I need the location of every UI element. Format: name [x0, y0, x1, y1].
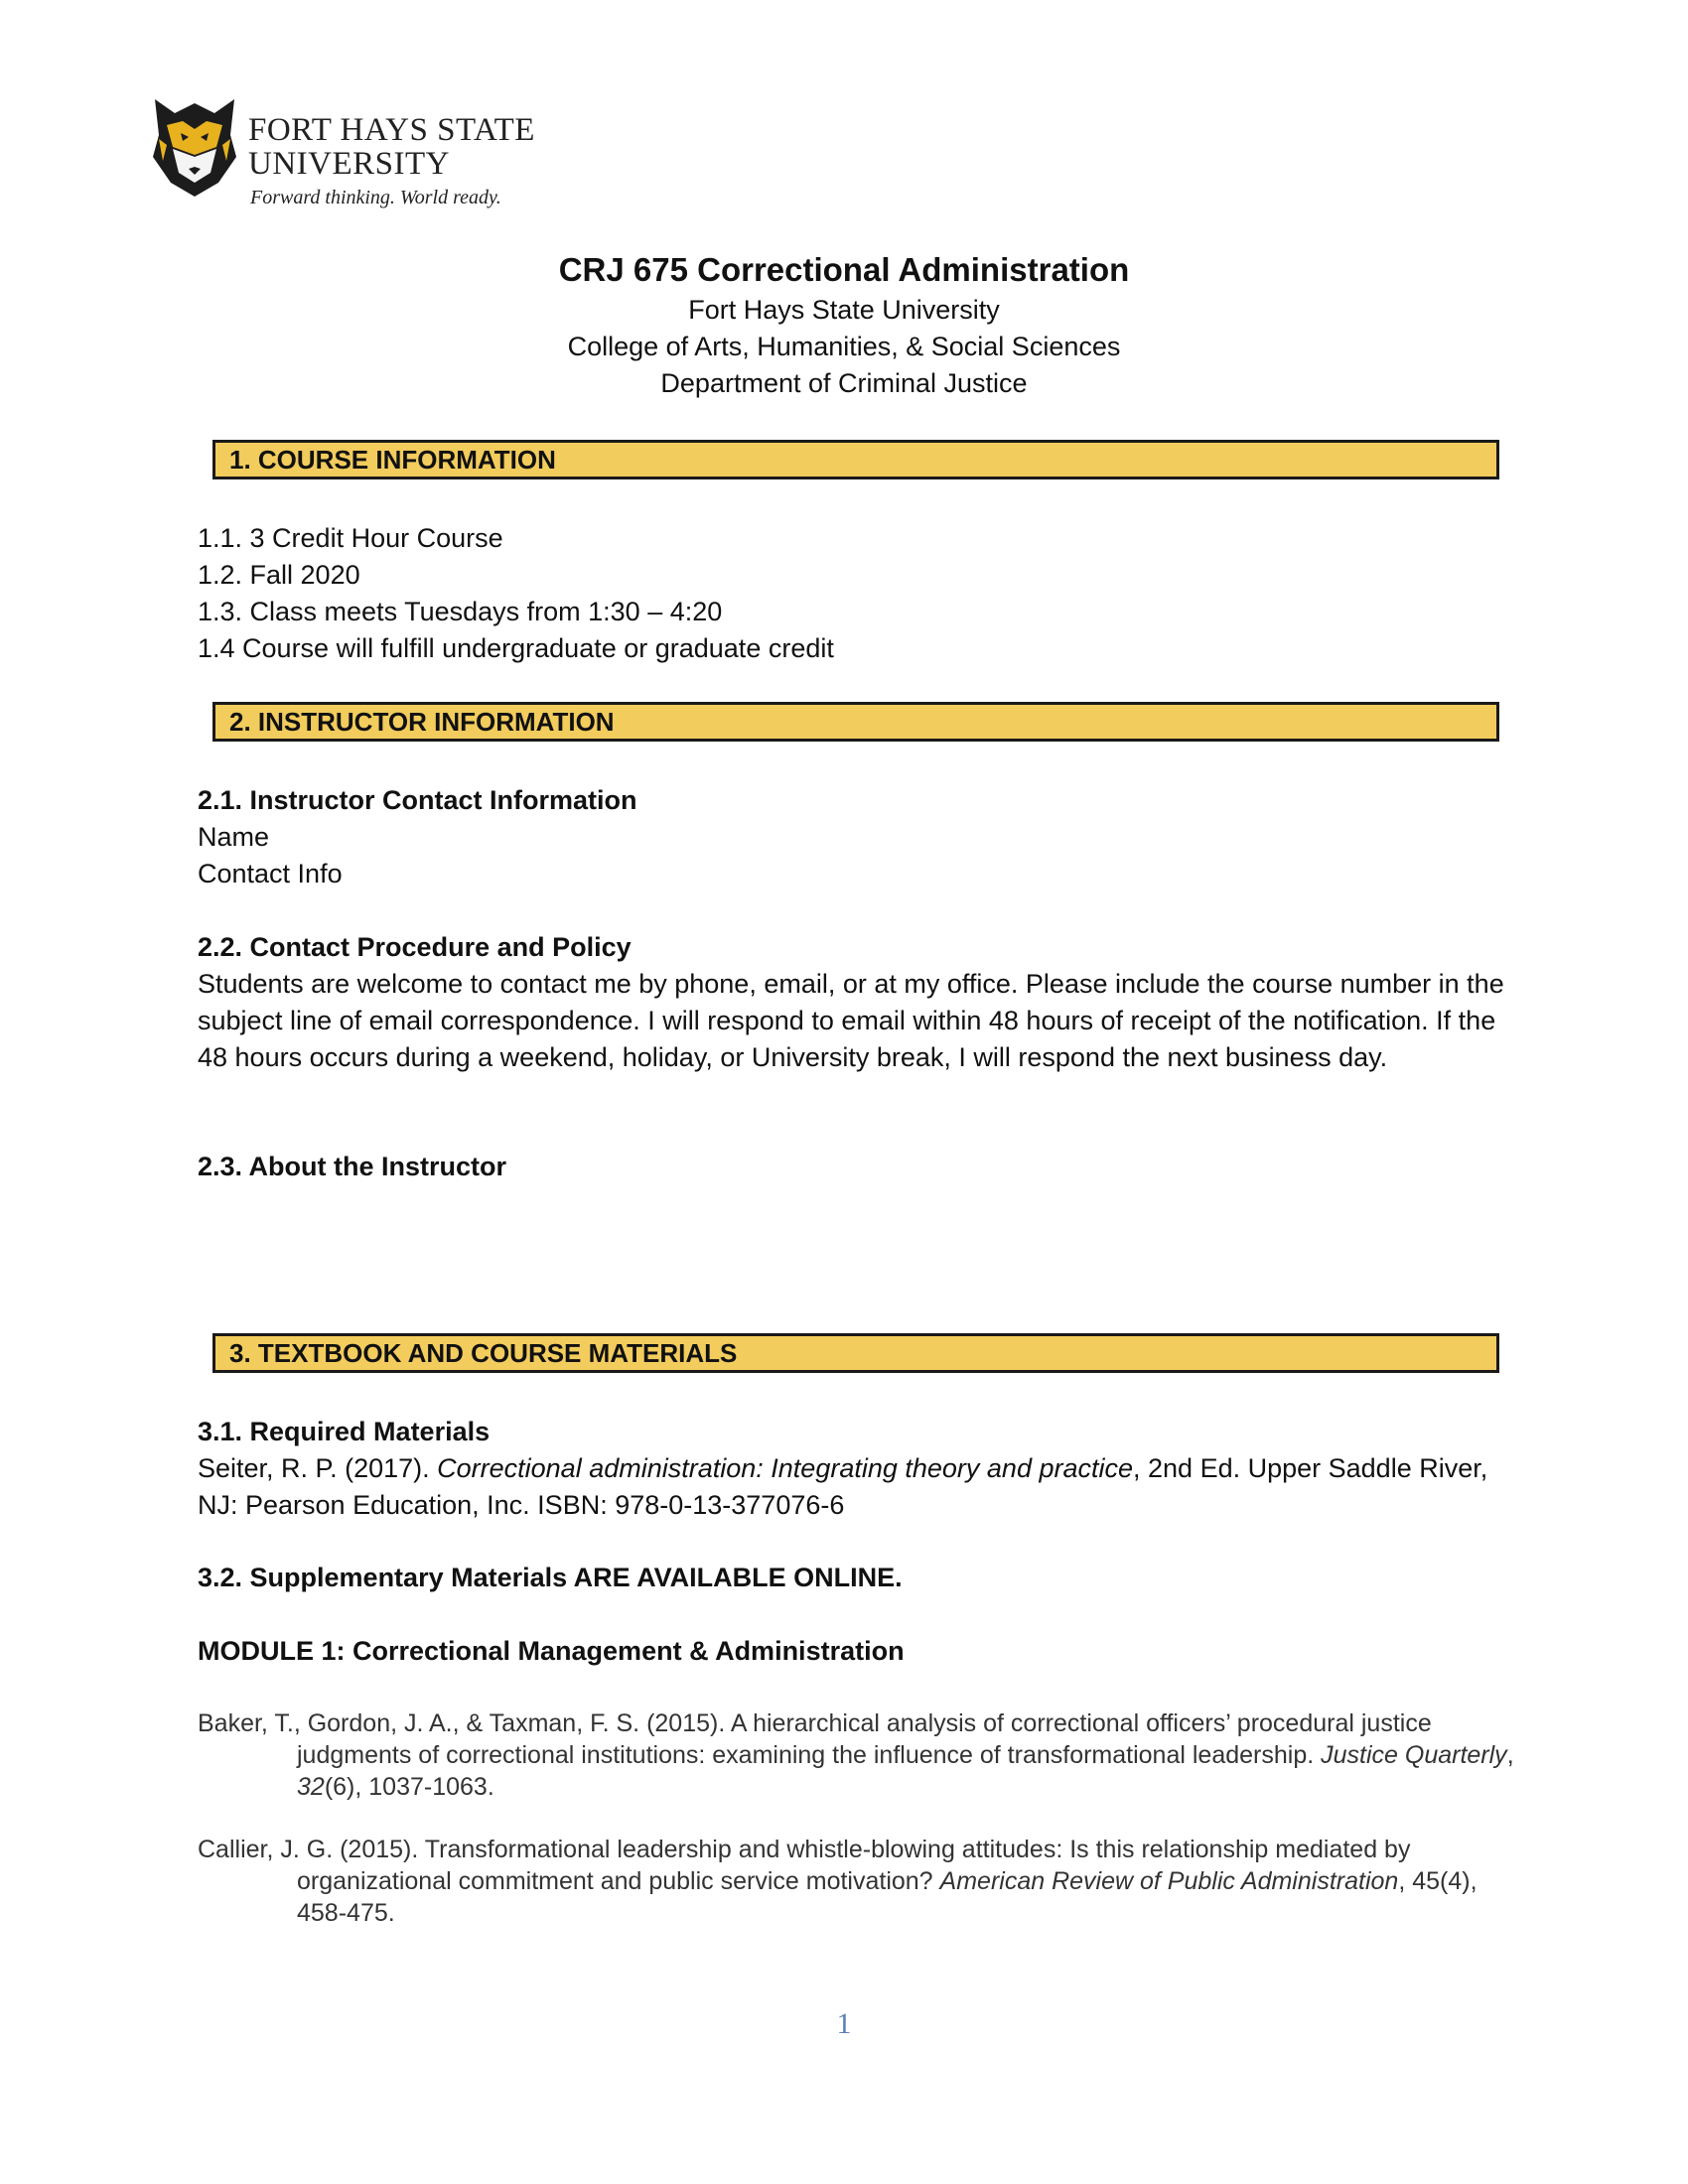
university-logo: [149, 95, 546, 214]
required-textbook-citation: [198, 1450, 1488, 1524]
module-1-heading: MODULE 1: Correctional Management & Administration: [198, 1636, 905, 1666]
course-info-item: 1.2. Fall 2020: [198, 560, 360, 590]
contact-procedure-text: Students are welcome to contact me by phone, email, or at my office. Please include the course number in the subject line of email correspondence. I will respond to email within 48 hours of receipt of the notification. If the 48 hours occurs during a weekend, holiday, or University break, I will respond the next business day.: [198, 969, 1504, 1072]
reference-text: Callier, J. G. (2015). Transformational leadership and whistle-blowing attitudes: Is this relationship mediated by organizational commitment and public service motivation?: [198, 1836, 1411, 1895]
tiger-logo-icon: [149, 95, 240, 199]
reference-journal: Justice Quarterly: [1321, 1741, 1507, 1769]
college-line: College of Arts, Humanities, & Social Sciences: [567, 332, 1121, 361]
logo-name-line2: UNIVERSITY: [248, 146, 450, 182]
contact-info-heading: 2.1. Instructor Contact Information: [198, 785, 637, 815]
section-heading-textbook: 3. TEXTBOOK AND COURSE MATERIALS: [212, 1333, 1499, 1373]
course-info-item: 1.3. Class meets Tuesdays from 1:30 – 4:20: [198, 597, 723, 626]
reference-volume: 32: [297, 1773, 325, 1801]
reference-entry: [198, 1707, 1528, 1803]
reference-pages: , 45(4), 458-475.: [297, 1867, 1477, 1927]
reference-text: Baker, T., Gordon, J. A., & Taxman, F. S. (2015). A hierarchical analysis of correctional officers’ procedural justice judgments of correctional institutions: examining the influence of transformational leadership.: [198, 1709, 1432, 1769]
reference-journal: American Review of Public Administration: [939, 1867, 1399, 1895]
supplementary-heading: 3.2. Supplementary Materials ARE AVAILABLE ONLINE.: [198, 1563, 903, 1592]
required-materials-heading: 3.1. Required Materials: [198, 1417, 491, 1446]
section-heading-course-information: 1. COURSE INFORMATION: [212, 440, 1499, 479]
contact-procedure-heading: 2.2. Contact Procedure and Policy: [198, 932, 632, 962]
instructor-name: Name: [198, 822, 270, 852]
reference-separator: ,: [1506, 1741, 1514, 1769]
department-line: Department of Criminal Justice: [660, 368, 1028, 398]
reference-entry: [198, 1834, 1528, 1929]
citation-author: Seiter, R. P. (2017).: [198, 1453, 438, 1483]
logo-tagline: Forward thinking. World ready.: [250, 187, 501, 208]
page-number: 1: [836, 2007, 852, 2040]
course-info-item: 1.4 Course will fulfill undergraduate or graduate credit: [198, 633, 834, 663]
reference-pages: (6), 1037-1063.: [324, 1773, 494, 1801]
university-line: Fort Hays State University: [688, 295, 1000, 325]
title-block: [0, 248, 1688, 402]
logo-name-line1: FORT HAYS STATE: [248, 112, 535, 148]
about-instructor-heading: 2.3. About the Instructor: [198, 1152, 507, 1181]
logo-wordmark: [248, 113, 535, 181]
course-title: CRJ 675 Correctional Administration: [558, 251, 1130, 288]
citation-title: Correctional administration: Integrating theory and practice: [437, 1453, 1134, 1483]
course-info-item: 1.1. 3 Credit Hour Course: [198, 523, 503, 553]
citation-details: , 2nd Ed. Upper Saddle River, NJ: Pearson Education, Inc. ISBN: 978-0-13-377076-6: [198, 1453, 1488, 1520]
instructor-contact-info: Contact Info: [198, 859, 343, 888]
section-heading-instructor-information: 2. INSTRUCTOR INFORMATION: [212, 702, 1499, 742]
